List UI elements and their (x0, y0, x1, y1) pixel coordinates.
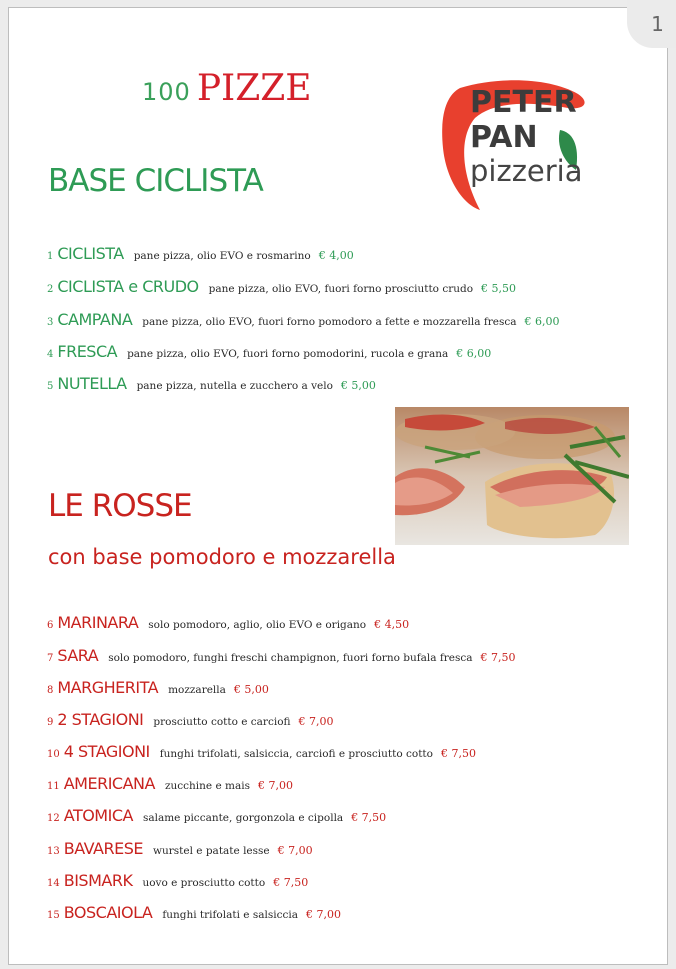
menu-item-number: 2 (47, 284, 54, 295)
menu-item (47, 806, 386, 825)
menu-item-price: € 5,50 (481, 282, 517, 295)
menu-item-name: AMERICANA (63, 774, 155, 793)
menu-item-price: € 4,00 (318, 249, 354, 262)
menu-item-number: 12 (47, 813, 60, 824)
menu-item-name: BOSCAIOLA (63, 903, 153, 922)
menu-item (47, 871, 308, 890)
menu-item (47, 839, 313, 858)
menu-item-number: 9 (47, 717, 54, 728)
section-heading-le-rosse: LE ROSSE (48, 488, 192, 524)
logo-line3: pizzeria (470, 154, 583, 188)
menu-item-name: CAMPANA (57, 310, 133, 329)
menu-item-price: € 4,50 (374, 618, 410, 631)
menu-item-price: € 7,50 (440, 747, 476, 760)
page-number-badge (627, 0, 676, 48)
pizza-photo (395, 407, 629, 545)
menu-item-number: 10 (47, 749, 60, 760)
page-title (142, 68, 312, 109)
menu-item-description: pane pizza, olio EVO, fuori forno pomodoro a fette e mozzarella fresca (142, 316, 517, 328)
menu-item-description: pane pizza, olio EVO, fuori forno prosciutto crudo (208, 283, 474, 295)
menu-item-price: € 7,50 (351, 811, 387, 824)
menu-item-description: solo pomodoro, aglio, olio EVO e origano (148, 619, 367, 631)
menu-item-number: 8 (47, 685, 54, 696)
menu-item-name: 4 STAGIONI (63, 742, 150, 761)
menu-item-price: € 5,00 (340, 379, 376, 392)
menu-item-price: € 6,00 (456, 347, 492, 360)
menu-item (47, 277, 516, 296)
menu-item-description: pane pizza, olio EVO, fuori forno pomodorini, rucola e grana (127, 348, 449, 360)
menu-item-name: BAVARESE (63, 839, 143, 858)
menu-item-name: SARA (57, 646, 99, 665)
menu-item-price: € 7,00 (277, 844, 313, 857)
menu-item-description: prosciutto cotto e carciofi (153, 716, 291, 728)
menu-item-name: NUTELLA (57, 374, 127, 393)
menu-item-number: 5 (47, 381, 54, 392)
menu-item-name: CICLISTA (57, 244, 124, 263)
menu-item-number: 6 (47, 620, 54, 631)
menu-item-description: uovo e prosciutto cotto (142, 877, 266, 889)
menu-item-name: 2 STAGIONI (57, 710, 144, 729)
menu-item-description: solo pomodoro, funghi freschi champignon, fuori forno bufala fresca (108, 652, 473, 664)
page-number: 1 (651, 12, 664, 36)
menu-item-name: MARINARA (57, 613, 139, 632)
menu-item-number: 1 (47, 251, 54, 262)
menu-item-name: CICLISTA e CRUDO (57, 277, 199, 296)
title-number: 100 (142, 78, 191, 106)
menu-item (47, 310, 560, 329)
menu-item (47, 742, 476, 761)
logo-line1: PETER (470, 85, 577, 120)
menu-item (47, 374, 376, 393)
menu-item-description: pane pizza, nutella e zucchero a velo (136, 380, 333, 392)
menu-item-number: 11 (47, 781, 60, 792)
logo-line2: PAN (470, 120, 538, 155)
menu-item-description: zucchine e mais (164, 780, 250, 792)
menu-item (47, 244, 354, 263)
menu-item (47, 613, 409, 632)
menu-item-description: wurstel e patate lesse (153, 845, 270, 857)
menu-item-description: funghi trifolati, salsiccia, carciofi e prosciutto cotto (159, 748, 433, 760)
menu-item-number: 14 (47, 878, 60, 889)
menu-item-price: € 7,00 (298, 715, 334, 728)
menu-item (47, 342, 491, 361)
menu-item-number: 3 (47, 317, 54, 328)
menu-item-description: pane pizza, olio EVO e rosmarino (133, 250, 311, 262)
menu-item-price: € 7,00 (305, 908, 341, 921)
menu-item-name: ATOMICA (63, 806, 133, 825)
menu-item-price: € 7,00 (257, 779, 293, 792)
menu-item (47, 710, 334, 729)
section-heading-base-ciclista: BASE CICLISTA (48, 163, 263, 199)
menu-item (47, 774, 293, 793)
section-subheading-le-rosse: con base pomodoro e mozzarella (48, 545, 396, 569)
menu-item-number: 7 (47, 653, 54, 664)
menu-item-name: FRESCA (57, 342, 118, 361)
logo-text (470, 85, 583, 188)
menu-item-price: € 7,50 (273, 876, 309, 889)
title-word: PIZZE (196, 68, 312, 109)
menu-item (47, 646, 515, 665)
menu-item-description: funghi trifolati e salsiccia (162, 909, 298, 921)
menu-item (47, 678, 269, 697)
menu-item (47, 903, 341, 922)
menu-item-price: € 6,00 (524, 315, 560, 328)
menu-item-name: BISMARK (63, 871, 133, 890)
menu-item-description: mozzarella (168, 684, 226, 696)
menu-item-number: 13 (47, 846, 60, 857)
menu-item-number: 15 (47, 910, 60, 921)
menu-item-price: € 5,00 (233, 683, 269, 696)
menu-item-number: 4 (47, 349, 54, 360)
menu-item-description: salame piccante, gorgonzola e cipolla (142, 812, 344, 824)
menu-item-price: € 7,50 (480, 651, 516, 664)
menu-item-name: MARGHERITA (57, 678, 159, 697)
